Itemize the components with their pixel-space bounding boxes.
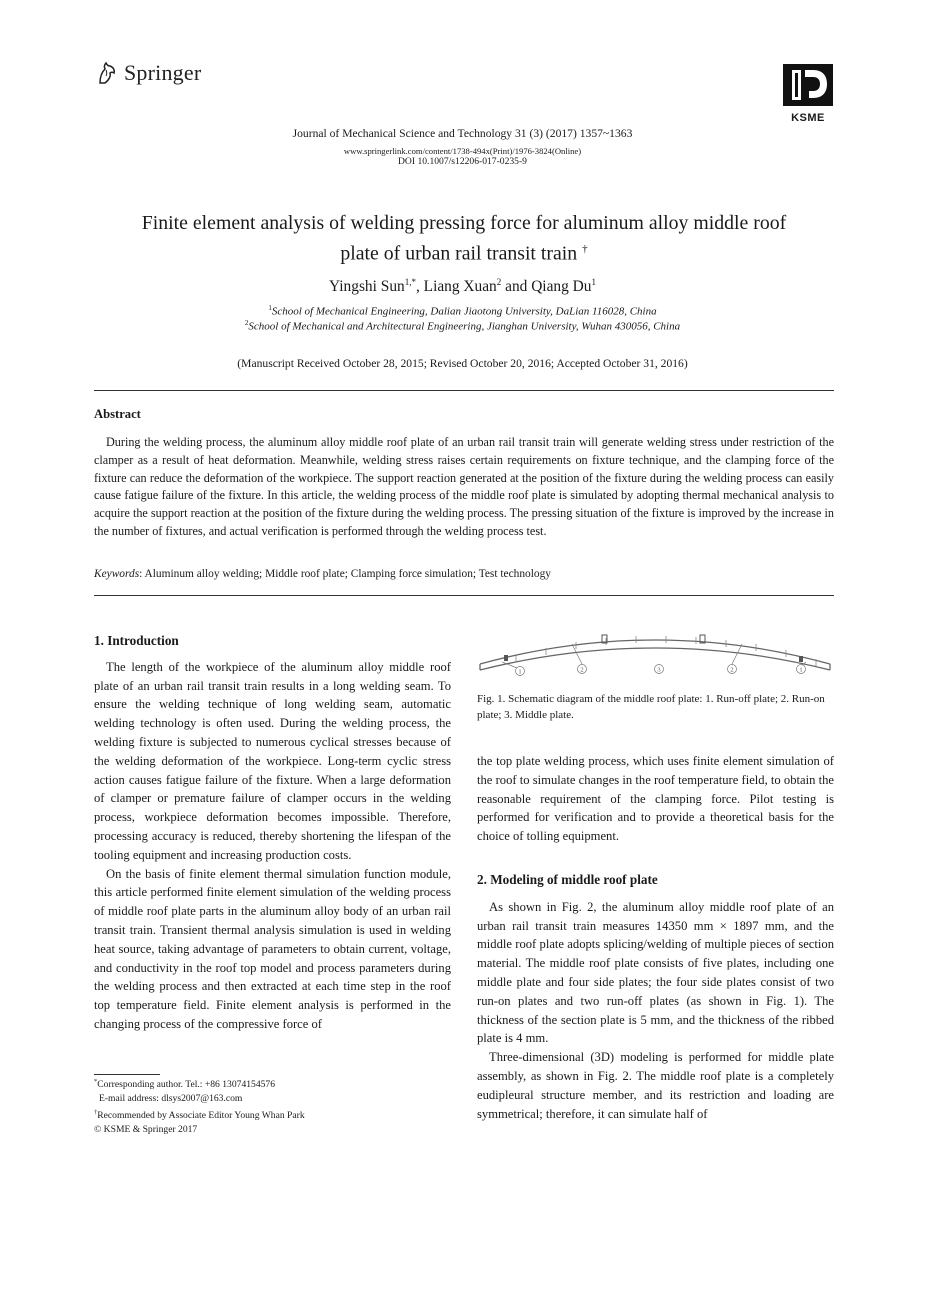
affiliation-text: School of Mechanical and Architectural Engineering, Jianghan University, Wuhan 430056, China bbox=[248, 320, 681, 333]
journal-urls: www.springerlink.com/content/1738-494x(Print)/1976-3824(Online) bbox=[343, 146, 582, 156]
title-line-1: Finite element analysis of welding pressing force for aluminum alloy middle roof bbox=[141, 212, 787, 234]
keywords-text: : Aluminum alloy welding; Middle roof plate; Clamping force simulation; Test technology bbox=[139, 568, 551, 580]
paragraph: As shown in Fig. 2, the aluminum alloy middle roof plate of an urban rail transit train measures 14350 mm × 1897 mm, and the middle roof plate adopts splicing/welding of multiple pieces of section material. The middle roof plate consists of five plates, including one middle plate and four side plates; the four side plates consist of two run-on plates and two run-off plates (as shown in Fig. 1). The thickness of the section plate is 5 mm, and the thickness of the ribbed plate is 4 mm. bbox=[477, 899, 834, 1046]
footnote-mark: † bbox=[94, 1109, 98, 1117]
footnote-mark: * bbox=[94, 1078, 98, 1085]
figure-1-label: 2 bbox=[580, 666, 584, 674]
author-name: Qiang Du bbox=[531, 278, 592, 296]
title-line-2: plate of urban rail transit train bbox=[340, 242, 578, 265]
section-heading: 2. Modeling of middle roof plate bbox=[477, 871, 658, 887]
footnote-corresponding bbox=[94, 1075, 305, 1092]
affiliation bbox=[0, 304, 925, 318]
author-list bbox=[0, 277, 925, 296]
footnote-editor bbox=[94, 1106, 305, 1123]
footnote-text: Recommended by Associate Editor Young Whan Park bbox=[97, 1110, 305, 1122]
keywords bbox=[94, 568, 834, 580]
footnotes bbox=[94, 1075, 305, 1137]
paragraph: Three-dimensional (3D) modeling is performed for middle plate assembly, as shown in Fig. 2. The middle roof plate is a completely eudipleural structure member, and its restriction and loading are symmetrical; therefore, it can simulate half of bbox=[477, 1050, 834, 1121]
author-affiliation-mark: 1 bbox=[591, 277, 596, 287]
affiliation-mark: 2 bbox=[244, 319, 249, 327]
divider bbox=[94, 595, 834, 596]
author-affiliation-mark: 1,* bbox=[404, 277, 416, 287]
figure-1-label: 3 bbox=[657, 666, 661, 674]
abstract-heading: Abstract bbox=[94, 407, 141, 421]
abstract-text: During the welding process, the aluminum alloy middle roof plate of an urban rail transit train will generate welding stress under restriction of the clamper as a result of heat deformation. Meanwhile, welding stress raises certain requirements on fixture technique, and the clamping force of the fixture can reduce the deformation of the workpiece. The support reaction generated at the position of the fixture during the welding process can easily cause fatigue failure of the fixture. In this article, the welding process of the middle roof plate is simulated by adopting thermal mechanical analysis to acquire the support reaction at the position of the fixture during the welding process. The pressing situation of the fixture is improved by the increase in the number of fixtures, and actual verification is performed through the welding process test. bbox=[94, 435, 834, 538]
left-column bbox=[94, 632, 451, 1034]
section-heading: 1. Introduction bbox=[94, 633, 179, 648]
right-column bbox=[477, 752, 834, 1123]
figure-1-label: 1 bbox=[518, 668, 522, 676]
paper-title bbox=[95, 210, 833, 267]
author-name: Yingshi Sun bbox=[329, 278, 405, 296]
ksme-logo bbox=[782, 64, 834, 124]
keywords-label: Keywords bbox=[94, 568, 140, 580]
ksme-emblem-icon bbox=[783, 64, 833, 106]
affiliation-text: School of Mechanical Engineering, Dalian Jiaotong University, DaLian 116028, China bbox=[271, 305, 657, 318]
affiliation bbox=[0, 319, 925, 333]
springer-horse-icon bbox=[96, 61, 118, 85]
title-footnote-mark: † bbox=[582, 243, 588, 255]
paragraph: the top plate welding process, which uses finite element simulation of the roof to simulate changes in the roof temperature field, to obtain the reasonable requirement of the clamping force. Pilot testing is performed for verification and to provide a theoretical basis for the choice of tolling equipment. bbox=[477, 754, 834, 844]
author-separator: , bbox=[415, 278, 424, 296]
publisher-name: Springer bbox=[124, 60, 202, 85]
footnote-email: E-mail address: dlsys2007@163.com bbox=[99, 1093, 243, 1105]
author-name: Liang Xuan bbox=[423, 278, 497, 296]
footnote-copyright: © KSME & Springer 2017 bbox=[94, 1124, 198, 1136]
paragraph: On the basis of finite element thermal simulation function module, this article performed finite element simulation of the welding process of middle roof plate parts in the aluminum alloy body of an urban rail transit train. Transient thermal analysis simulation is used in welding heat source, taking advantage of parameters to obtain current, voltage, and conductivity in the roof top model and process parameters during the welding process and then extracted at each time step in the roof top temperature field. Finite element analysis is performed in the changing process of the compressive force of bbox=[94, 866, 451, 1031]
manuscript-dates: (Manuscript Received October 28, 2015; Revised October 20, 2016; Accepted October 31, 2016) bbox=[237, 357, 688, 370]
figure-1-label: 1 bbox=[799, 666, 803, 674]
figure-1-label: 2 bbox=[730, 666, 734, 674]
affiliation-mark: 1 bbox=[268, 304, 272, 312]
figure-1-diagram bbox=[476, 624, 834, 690]
doi: DOI 10.1007/s12206-017-0235-9 bbox=[398, 156, 527, 167]
publisher-logo bbox=[96, 60, 201, 86]
author-separator: and bbox=[501, 278, 532, 296]
author-affiliation-mark: 2 bbox=[496, 277, 502, 287]
journal-citation: Journal of Mechanical Science and Technology 31 (3) (2017) 1357~1363 bbox=[292, 127, 633, 140]
divider bbox=[94, 390, 834, 391]
footnote-text: Corresponding author. Tel.: +86 13074154576 bbox=[97, 1079, 276, 1091]
paragraph: The length of the workpiece of the aluminum alloy middle roof plate of an urban rail transit train results in a long welding seam. To ensure the welding technique of long welding seam, automatic welding technology is often used. During the welding process, the welding fixture is subjected to numerous cyclical stresses because of the welding deformation of the workpiece. Long-term cyclic stress action causes fatigue failure of the fixture. When a large deformation of clamper or premature failure of clamper occurs in the welding process, workpiece deformation becomes impossible. Therefore, processing accuracy is reduced, thereby shortening the lifespan of the tooling equipment and increasing production costs. bbox=[94, 659, 451, 862]
figure-1-caption: Fig. 1. Schematic diagram of the middle roof plate: 1. Run-off plate; 2. Run-on plate; 3. Middle plate. bbox=[477, 693, 825, 721]
ksme-name: KSME bbox=[791, 112, 825, 124]
